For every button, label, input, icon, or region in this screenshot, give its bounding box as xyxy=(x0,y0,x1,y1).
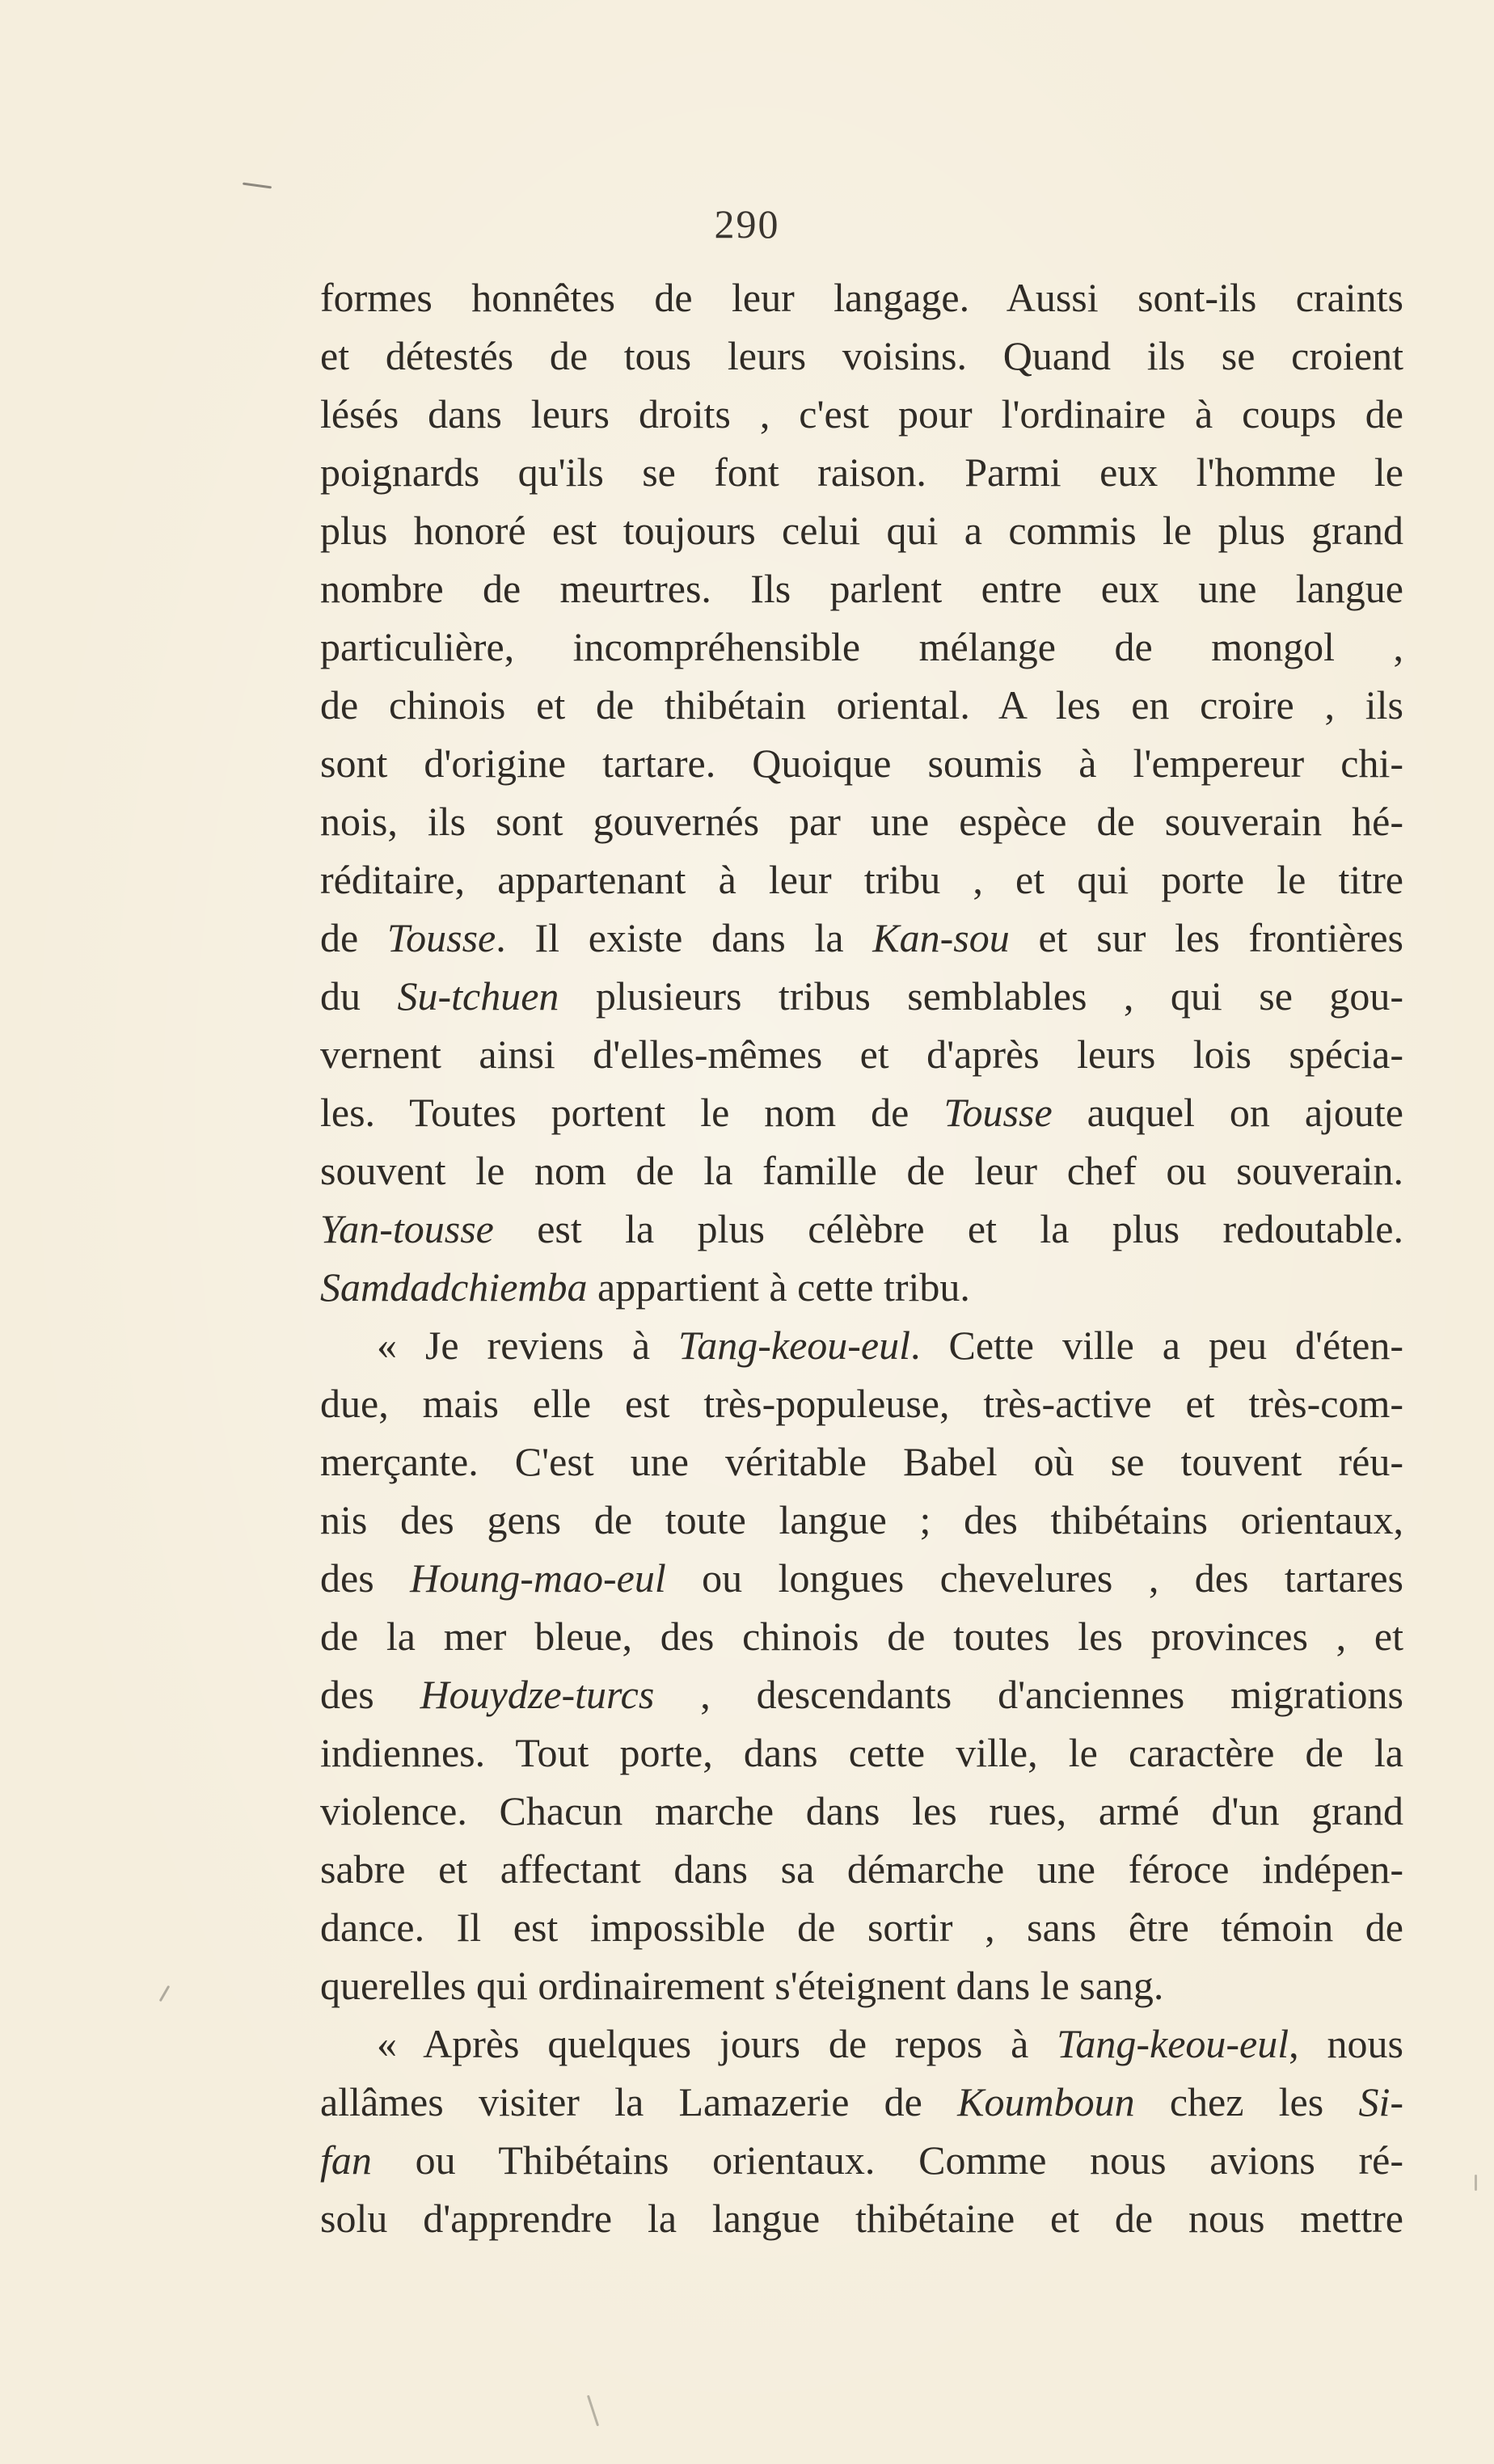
text-line: « Après quelques jours de repos à Tang-keou-eul, nous xyxy=(377,2021,1403,2066)
text-line: souvent le nom de la famille de leur chef ou souverain. xyxy=(320,1148,1403,1193)
text-line: sont d'origine tartare. Quoique soumis à l'empereur chi- xyxy=(320,740,1403,786)
text-line: des Houng-mao-eul ou longues chevelures , des tartares xyxy=(320,1555,1403,1601)
text-line: du Su-tchuen plusieurs tribus semblables , qui se gou- xyxy=(320,973,1404,1019)
text-line: Yan-tousse est la plus célèbre et la plus redoutable. xyxy=(320,1206,1403,1251)
text-line: de la mer bleue, des chinois de toutes les provinces , et xyxy=(320,1614,1403,1659)
text-line: violence. Chacun marche dans les rues, armé d'un grand xyxy=(320,1788,1403,1833)
text-line: vernent ainsi d'elles-mêmes et d'après leurs lois spécia- xyxy=(320,1032,1403,1077)
italic-term: Koumboun xyxy=(957,2079,1135,2124)
italic-term: Tousse xyxy=(943,1090,1053,1135)
ink-mark xyxy=(587,2395,599,2427)
text-line: nombre de meurtres. Ils parlent entre eux une langue xyxy=(320,566,1403,611)
text-line: des Houydze-turcs , descendants d'anciennes migrations xyxy=(320,1672,1403,1717)
text-line: Samdadchiemba appartient à cette tribu. xyxy=(320,1264,970,1310)
text-line: merçante. C'est une véritable Babel où se touvent réu- xyxy=(320,1439,1403,1484)
text-line: « Je reviens à Tang-keou-eul. Cette ville a peu d'éten- xyxy=(377,1323,1403,1368)
ink-mark xyxy=(1475,2175,1477,2191)
text-line: dance. Il est impossible de sortir , sans être témoin de xyxy=(320,1905,1403,1950)
text-line: formes honnêtes de leur langage. Aussi sont-ils craints xyxy=(320,275,1403,320)
text-line: plus honoré est toujours celui qui a commis le plus grand xyxy=(320,508,1403,553)
italic-term: Kan-sou xyxy=(872,915,1010,960)
italic-term: Houng-mao-eul xyxy=(410,1555,666,1601)
italic-term: Su-tchuen xyxy=(397,973,559,1019)
text-line: de chinois et de thibétain oriental. A les en croire , ils xyxy=(320,682,1403,728)
italic-term: Tang-keou-eul xyxy=(678,1323,911,1368)
text-line: et détestés de tous leurs voisins. Quand ils se croient xyxy=(320,333,1403,378)
text-line: due, mais elle est très-populeuse, très-active et très-com- xyxy=(320,1381,1403,1426)
text-line: particulière, incompréhensible mélange de mongol , xyxy=(320,624,1403,669)
text-line: de Tousse. Il existe dans la Kan-sou et sur les frontières xyxy=(320,915,1403,960)
italic-term: Samdadchiemba xyxy=(320,1264,588,1310)
text-line: les. Toutes portent le nom de Tousse auquel on ajoute xyxy=(320,1090,1403,1135)
italic-term: fan xyxy=(320,2137,372,2183)
italic-term: Tang-keou-eul xyxy=(1057,2021,1289,2066)
text-line: solu d'apprendre la langue thibétaine et de nous mettre xyxy=(320,2196,1403,2241)
italic-term: Houydze-turcs xyxy=(420,1672,655,1717)
text-line: réditaire, appartenant à leur tribu , et qui porte le titre xyxy=(320,857,1403,902)
text-line: nis des gens de toute langue ; des thibétains orientaux, xyxy=(320,1497,1403,1542)
ink-mark xyxy=(159,1985,171,2002)
text-line: allâmes visiter la Lamazerie de Koumboun chez les Si- xyxy=(320,2079,1403,2124)
italic-term: Si- xyxy=(1358,2079,1403,2124)
text-line: nois, ils sont gouvernés par une espèce de souverain hé- xyxy=(320,799,1403,844)
body-text xyxy=(320,268,1403,2247)
text-line: fan ou Thibétains orientaux. Comme nous avions ré- xyxy=(320,2137,1403,2183)
text-line: querelles qui ordinairement s'éteignent dans le sang. xyxy=(320,1963,1164,2008)
text-line: lésés dans leurs droits , c'est pour l'ordinaire à coups de xyxy=(320,391,1403,437)
text-line: poignards qu'ils se font raison. Parmi eux l'homme le xyxy=(320,449,1403,495)
italic-term: Tousse xyxy=(386,915,496,960)
page-number: 290 xyxy=(714,201,780,247)
text-line: indiennes. Tout porte, dans cette ville, le caractère de la xyxy=(320,1730,1403,1775)
ink-mark xyxy=(243,183,272,189)
italic-term: Yan-tousse xyxy=(320,1206,494,1251)
text-line: sabre et affectant dans sa démarche une féroce indépen- xyxy=(320,1846,1403,1892)
